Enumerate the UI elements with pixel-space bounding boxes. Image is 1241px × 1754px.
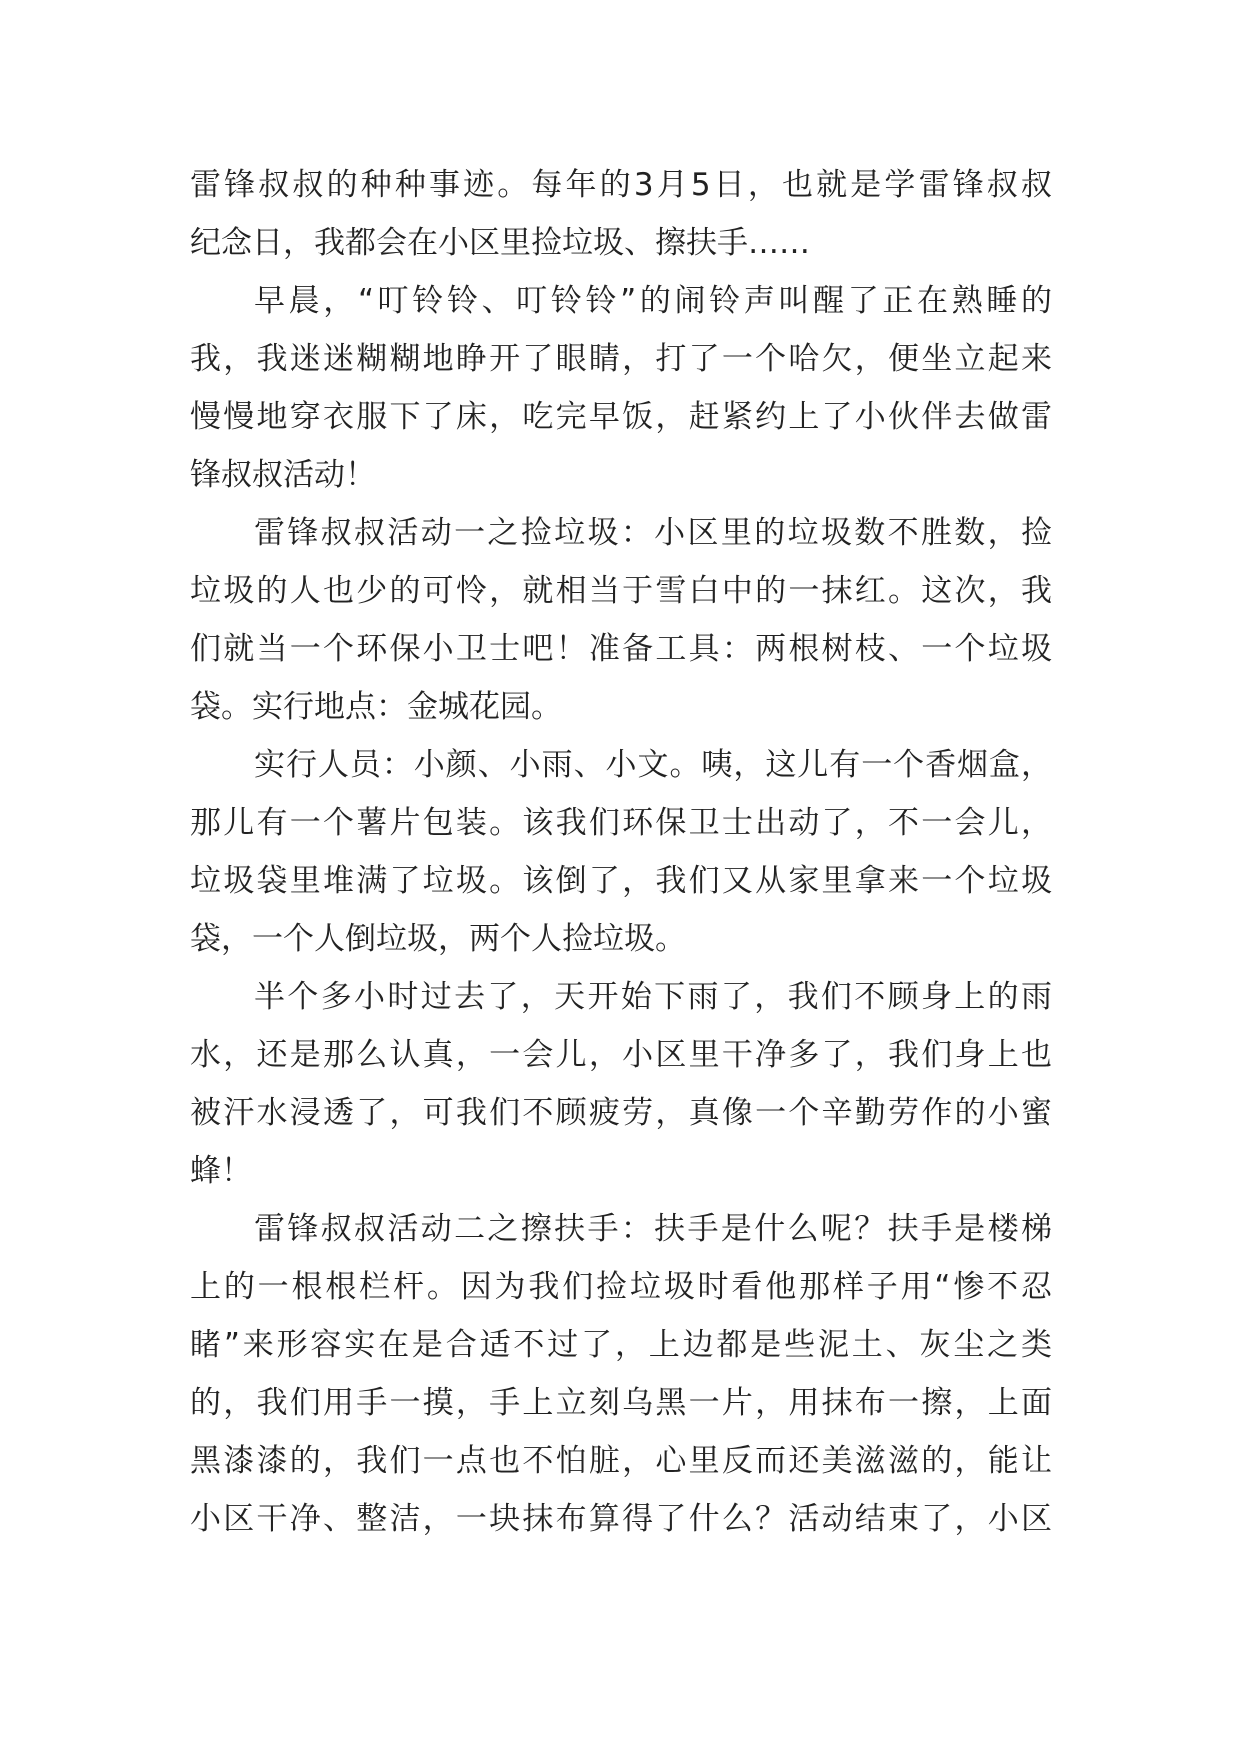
text-line: 锋叔叔活动！ bbox=[190, 457, 376, 493]
body-text bbox=[190, 156, 1052, 1548]
text-line: 上的一根根栏杆。因为我们捡垃圾时看他那样子用“惨不忍 bbox=[190, 1269, 1052, 1305]
text-line: 袋，一个人倒垃圾，两个人捡垃圾。 bbox=[190, 921, 686, 957]
paragraph-first-line: 雷锋叔叔活动二之擦扶手：扶手是什么呢？扶手是楼梯 bbox=[254, 1211, 1052, 1247]
paragraph-first-line: 实行人员：小颜、小雨、小文。咦，这儿有一个香烟盒， bbox=[254, 747, 1052, 783]
text-line: 慢慢地穿衣服下了床，吃完早饭，赶紧约上了小伙伴去做雷 bbox=[190, 399, 1052, 435]
paragraph-first-line: 雷锋叔叔活动一之捡垃圾：小区里的垃圾数不胜数，捡 bbox=[254, 515, 1052, 551]
text-line: 睹”来形容实在是合适不过了，上边都是些泥土、灰尘之类 bbox=[190, 1327, 1052, 1363]
text-line: 袋。实行地点：金城花园。 bbox=[190, 689, 562, 725]
text-line: 蜂！ bbox=[190, 1153, 252, 1189]
text-line: 水，还是那么认真，一会儿，小区里干净多了，我们身上也 bbox=[190, 1037, 1052, 1073]
text-line: 黑漆漆的，我们一点也不怕脏，心里反而还美滋滋的，能让 bbox=[190, 1443, 1052, 1479]
text-line: 被汗水浸透了，可我们不顾疲劳，真像一个辛勤劳作的小蜜 bbox=[190, 1095, 1052, 1131]
text-line: 我，我迷迷糊糊地睁开了眼睛，打了一个哈欠，便坐立起来 bbox=[190, 341, 1052, 377]
text-line: 纪念日，我都会在小区里捡垃圾、擦扶手…… bbox=[190, 225, 810, 261]
text-line: 小区干净、整洁，一块抹布算得了什么？活动结束了，小区 bbox=[190, 1501, 1052, 1537]
text-line: 雷锋叔叔的种种事迹。每年的3月5日，也就是学雷锋叔叔 bbox=[190, 167, 1052, 203]
text-line: 那儿有一个薯片包装。该我们环保卫士出动了，不一会儿， bbox=[190, 805, 1052, 841]
text-line: 们就当一个环保小卫士吧！准备工具：两根树枝、一个垃圾 bbox=[190, 631, 1052, 667]
text-line: 垃圾的人也少的可怜，就相当于雪白中的一抹红。这次，我 bbox=[190, 573, 1052, 609]
text-line: 的，我们用手一摸，手上立刻乌黑一片，用抹布一擦，上面 bbox=[190, 1385, 1052, 1421]
text-line: 垃圾袋里堆满了垃圾。该倒了，我们又从家里拿来一个垃圾 bbox=[190, 863, 1052, 899]
paragraph-first-line: 半个多小时过去了，天开始下雨了，我们不顾身上的雨 bbox=[254, 979, 1052, 1015]
paragraph-first-line: 早晨，“叮铃铃、叮铃铃”的闹铃声叫醒了正在熟睡的 bbox=[254, 283, 1052, 319]
